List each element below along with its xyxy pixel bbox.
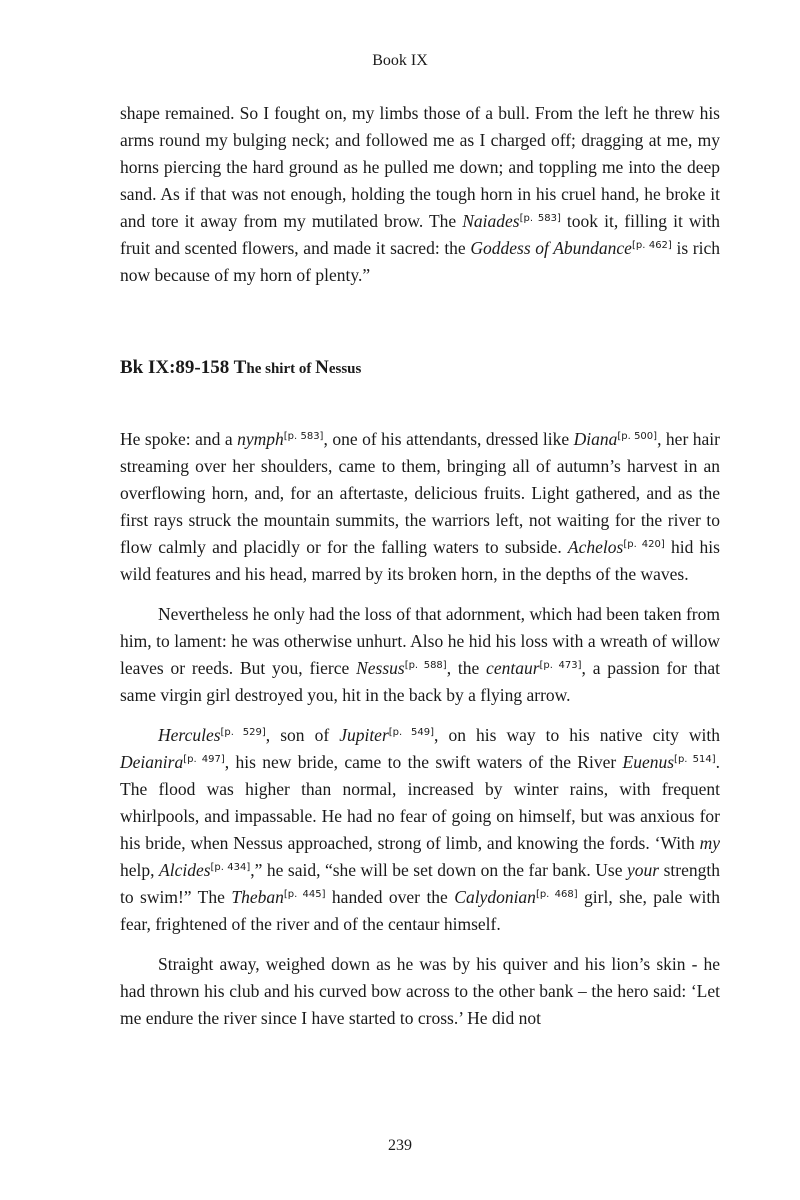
text: Straight away, weighed down as he was by his quiver and his lion’s skin - he had thrown his club and his curved bow across to the other bank – the hero said: ‘Let me endure the river since I have started to cross.’ He did not [120,954,720,1028]
text: , a passion for that same virgin girl destroyed you, hit in the back by a flying arrow. [120,658,720,705]
heading-text: T [233,357,247,378]
text: , her hair streaming over her shoulders, came to them, bringing all of autumn’s harvest in an overflowing horn, and, for an aftertaste, delicious fruits. Light gathered, and as the first rays struck the mountain summits, the warriors left, not waiting for the river to flow calmly and placidly or for the falling waters to subside. [120,429,720,557]
page-reference: [p. 529] [220,727,266,738]
name-link: nymph [237,429,284,449]
text: , the [446,658,487,678]
page-reference: [p. 588] [404,660,447,671]
text: , his new bride, came to the swift waters of the River [224,752,623,772]
name-link: Nessus [356,658,405,678]
page-reference: [p. 462] [631,240,672,251]
page-reference: [p. 500] [617,431,658,442]
name-link: Theban [231,887,284,907]
page-number: 239 [388,1137,412,1154]
name-link: Deianira [120,752,184,772]
name-link: Euenus [622,752,675,772]
text: ,” he said, “she will be set down on the far bank. Use [250,860,628,880]
running-head: Book IX [372,52,428,69]
page-reference: [p. 514] [674,754,716,765]
text: shape remained. So I fought on, my limbs those of a bull. From the left he threw his arms round my bulging neck; and followed me as I charged off; dragging at me, my horns piercing the hard ground as he pulled me down; and toppling me into the deep sand. As if that was not enough, holding the tough horn in his cruel hand, he broke it and tore it away from my mutilated brow. The [120,103,720,231]
text: hid his wild features and his head, marred by its broken horn, in the depths of the waves. [120,537,720,584]
heading-text: N [315,357,329,378]
section-heading [120,357,720,379]
text: handed over the [325,887,455,907]
text: girl, she, pale with fear, frightened of the river and of the centaur himself. [120,887,720,934]
text: , one of his attendants, dressed like [323,429,574,449]
heading-text: he shirt of [246,361,316,377]
page-reference: [p. 549] [388,727,435,738]
name-link: Goddess of Abundance [470,238,632,258]
page-reference: [p. 583] [519,213,561,224]
page-reference: [p. 434] [210,862,251,873]
page-reference: [p. 420] [623,539,665,550]
name-link: Achelos [567,537,624,557]
text: took it, filling it with fruit and scented flowers, and made it sacred: the [120,211,720,258]
text: He spoke: and a [120,429,238,449]
text: , on his way to his native city with [434,725,720,745]
text: strength to swim!” The [120,860,720,907]
name-link: Alcides [159,860,211,880]
name-link: Diana [573,429,618,449]
text-block-main [120,426,720,1045]
text: help, [120,860,160,880]
paragraph [120,426,720,588]
heading-prefix: Bk IX:89-158 [120,357,234,378]
emphasis: your [627,860,660,880]
name-link: Naiades [462,211,520,231]
text: Nevertheless he only had the loss of that adornment, which had been taken from him, to lament: he was otherwise unhurt. Also he hid his loss with a wreath of willow leaves or reeds. But you, fierce [120,604,720,678]
paragraph [120,722,720,938]
page-reference: [p. 468] [535,889,578,900]
page-reference: [p. 473] [539,660,582,671]
name-link: Hercules [158,725,221,745]
text-block-top [120,100,720,302]
page-reference: [p. 583] [283,431,324,442]
heading-text: essus [328,361,362,377]
paragraph [120,100,720,289]
text: is rich now because of my horn of plenty.” [120,238,720,285]
emphasis: my [699,833,720,853]
page-reference: [p. 445] [283,889,326,900]
name-link: Calydonian [454,887,536,907]
paragraph [120,951,720,1032]
name-link: Jupiter [339,725,389,745]
name-link: centaur [486,658,540,678]
text: . The flood was higher than normal, increased by winter rains, with frequent whirlpools, and impassable. He had no fear of going on himself, but was anxious for his bride, when Nessus approached, strong of limb, and knowing the fords. ‘With [120,752,720,853]
page-reference: [p. 497] [183,754,225,765]
paragraph [120,601,720,709]
text: , son of [265,725,340,745]
